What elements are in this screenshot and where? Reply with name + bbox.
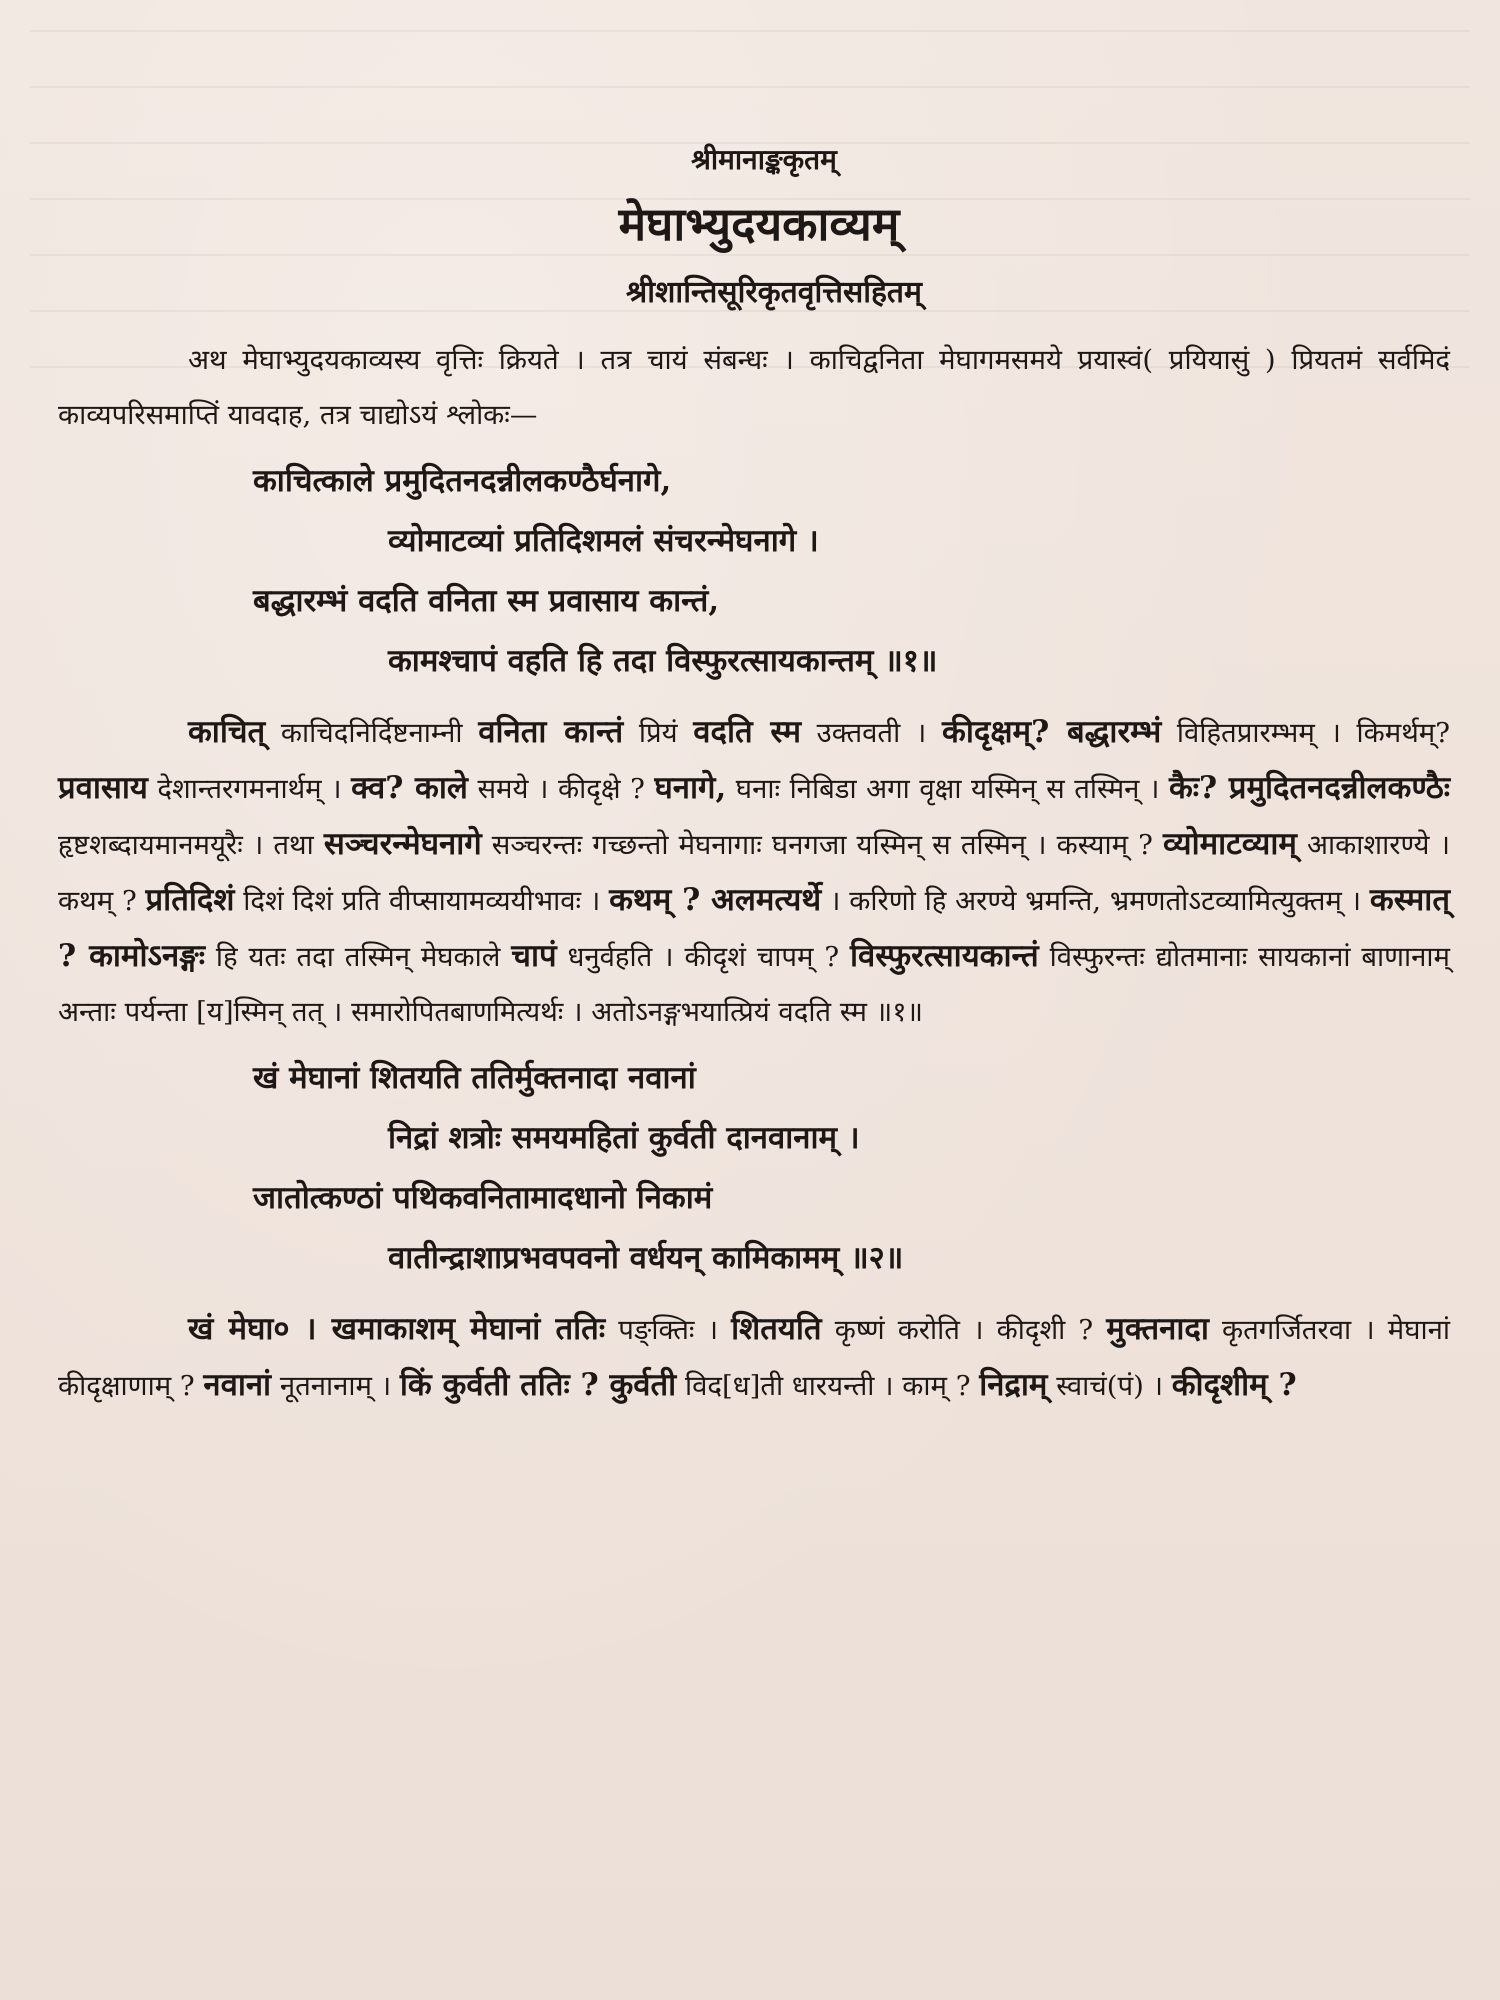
- commentary1-segment: काचित्: [188, 714, 266, 750]
- commentary1-segment: विस्फुरन्तः द्योतमानाः सायकानां बाणानाम् अन्ताः पर्यन्ता [य]स्मिन् तत् । समारोपितबाणमित्यर्थः । अतोऽनङ्गभयात्प्रियं वदति स्म ॥१॥: [58, 941, 1450, 1028]
- commentary1-segment: प्रवासाय: [58, 770, 148, 806]
- verse-2-line-1: खं मेघानां शितयति ततिर्मुक्तनादा नवानां: [253, 1060, 696, 1096]
- commentary1-segment: प्रतिदिशं: [145, 882, 235, 918]
- commentary1-segment: कीदृक्षम्? बद्धारम्भं: [942, 714, 1162, 750]
- commentary-1-paragraph: [58, 705, 1450, 1040]
- commentary2-segment: नूतनानाम् ।: [271, 1370, 400, 1402]
- commentary2-segment: कीदृशीम् ?: [1171, 1367, 1297, 1403]
- verse-1: [58, 451, 1450, 691]
- commentary2-segment: पङ्क्तिः ।: [605, 1314, 732, 1346]
- commentary1-segment: उक्तवती ।: [800, 717, 943, 749]
- intro-paragraph: अथ मेघाभ्युदयकाव्यस्य वृत्तिः क्रियते । तत्र चायं संबन्धः । काचिद्वनिता मेघागमसमये प्रयास्वं( प्रयियासुं ) प्रियतमं सर्वमिदं काव्यपरिसमाप्तिं यावदाह, तत्र चाद्योऽयं श्लोकः—: [58, 344, 1450, 431]
- commentary1-segment: समये । कीदृक्षे ?: [467, 773, 655, 805]
- commentary2-segment: खं मेघा० । खमाकाशम् मेघानां ततिः: [188, 1311, 606, 1347]
- commentary2-segment: निद्राम्: [979, 1367, 1048, 1403]
- commentary1-segment: वनिता कान्तं: [478, 714, 624, 750]
- commentary1-segment: धनुर्वहति । कीदृशं चापम् ?: [556, 941, 850, 973]
- page-title: मेघाभ्युदयकाव्यम्: [618, 197, 900, 251]
- commentary1-segment: आकाशारण्ये । कथम् ?: [58, 829, 1451, 917]
- verse-2-line-4: वातीन्द्राशाप्रभवपवनो वर्धयन् कामिकामम् ॥२॥: [388, 1240, 904, 1276]
- commentary1-segment: कैः? प्रमुदितनदन्नीलकण्ठैः: [1168, 770, 1450, 806]
- verse-1-line-2: व्योमाटव्यां प्रतिदिशमलं संचरन्मेघनागे ।: [388, 523, 819, 559]
- verse-1-line-1: काचित्काले प्रमुदितनदन्नीलकण्ठैर्घनागे,: [253, 463, 672, 499]
- commentary1-segment: देशान्तरगमनार्थम् ।: [147, 773, 352, 805]
- verse-1-line-3: बद्धारम्भं वदति वनिता स्म प्रवासाय कान्तं,: [253, 583, 720, 619]
- verse-2-line-2: निद्रां शत्रोः समयमहितां कुर्वती दानवानाम् ।: [388, 1120, 860, 1156]
- commentary1-segment: प्रियं: [623, 717, 694, 749]
- commentary1-segment: विस्फुरत्सायकान्तं: [849, 938, 1039, 974]
- commentary1-segment: हृष्टशब्दायमानमयूरैः । तथा: [58, 829, 324, 861]
- commentary1-segment: चापं: [511, 938, 557, 974]
- author-heading: श्रीमानाङ्ककृतम्: [691, 143, 837, 176]
- commentary2-segment: स्वाचं(पं) ।: [1047, 1370, 1172, 1402]
- commentary2-segment: मुक्तनादा: [1106, 1311, 1209, 1347]
- commentary2-segment: नवानां: [203, 1367, 272, 1403]
- commentary1-segment: कस्मात् ? कामोऽनङ्गः: [58, 882, 1450, 974]
- commentary1-segment: वदति स्म: [693, 714, 801, 750]
- commentary1-segment: विहितप्रारम्भम् । किमर्थम्?: [1161, 717, 1451, 749]
- commentary1-segment: घनागे,: [654, 770, 727, 806]
- commentary1-segment: । करिणो हि अरण्ये भ्रमन्ति, भ्रमणतोऽटव्यामित्युक्तम् ।: [821, 885, 1370, 917]
- commentary2-segment: विद[ध]ती धारयन्ती । काम् ?: [676, 1370, 980, 1402]
- verse-2-line-3: जातोत्कण्ठां पथिकवनितामादधानो निकामं: [253, 1180, 713, 1216]
- commentary1-segment: सञ्चरन्मेघनागे: [323, 826, 482, 862]
- commentary1-segment: व्योमाटव्याम्: [1162, 826, 1297, 862]
- verse-1-line-4: कामश्चापं वहति हि तदा विस्फुरत्सायकान्तम् ॥१॥: [388, 643, 938, 679]
- commentary1-segment: हि यतः तदा तस्मिन् मेघकाले: [205, 941, 512, 973]
- commentary1-segment: क्व? काले: [351, 770, 468, 806]
- commentary2-segment: किं कुर्वती ततिः ? कुर्वती: [399, 1367, 677, 1403]
- subtitle-heading: श्रीशान्तिसूरिकृतवृत्तिसहितम्: [626, 275, 922, 310]
- commentary-2-paragraph: [58, 1302, 1450, 1414]
- verse-2: [58, 1048, 1450, 1288]
- commentary1-segment: घनाः निबिडा अगा वृक्षा यस्मिन् स तस्मिन् ।: [726, 773, 1169, 805]
- commentary1-segment: कथम् ? अलमत्यर्थे: [609, 882, 822, 918]
- commentary1-segment: दिशं दिशं प्रति वीप्सायामव्ययीभावः ।: [234, 885, 610, 917]
- commentary2-segment: कृष्णं करोति । कीदृशी ?: [821, 1314, 1107, 1346]
- commentary1-segment: सञ्चरन्तः गच्छन्तो मेघनागाः घनगजा यस्मिन् स तस्मिन् । कस्याम् ?: [481, 829, 1163, 861]
- commentary2-segment: कृतगर्जितरवा । मेघानां कीदृक्षाणाम् ?: [58, 1314, 1450, 1402]
- commentary1-segment: काचिदनिर्दिष्टनाम्नी: [265, 717, 479, 749]
- commentary2-segment: शितयति: [731, 1311, 822, 1347]
